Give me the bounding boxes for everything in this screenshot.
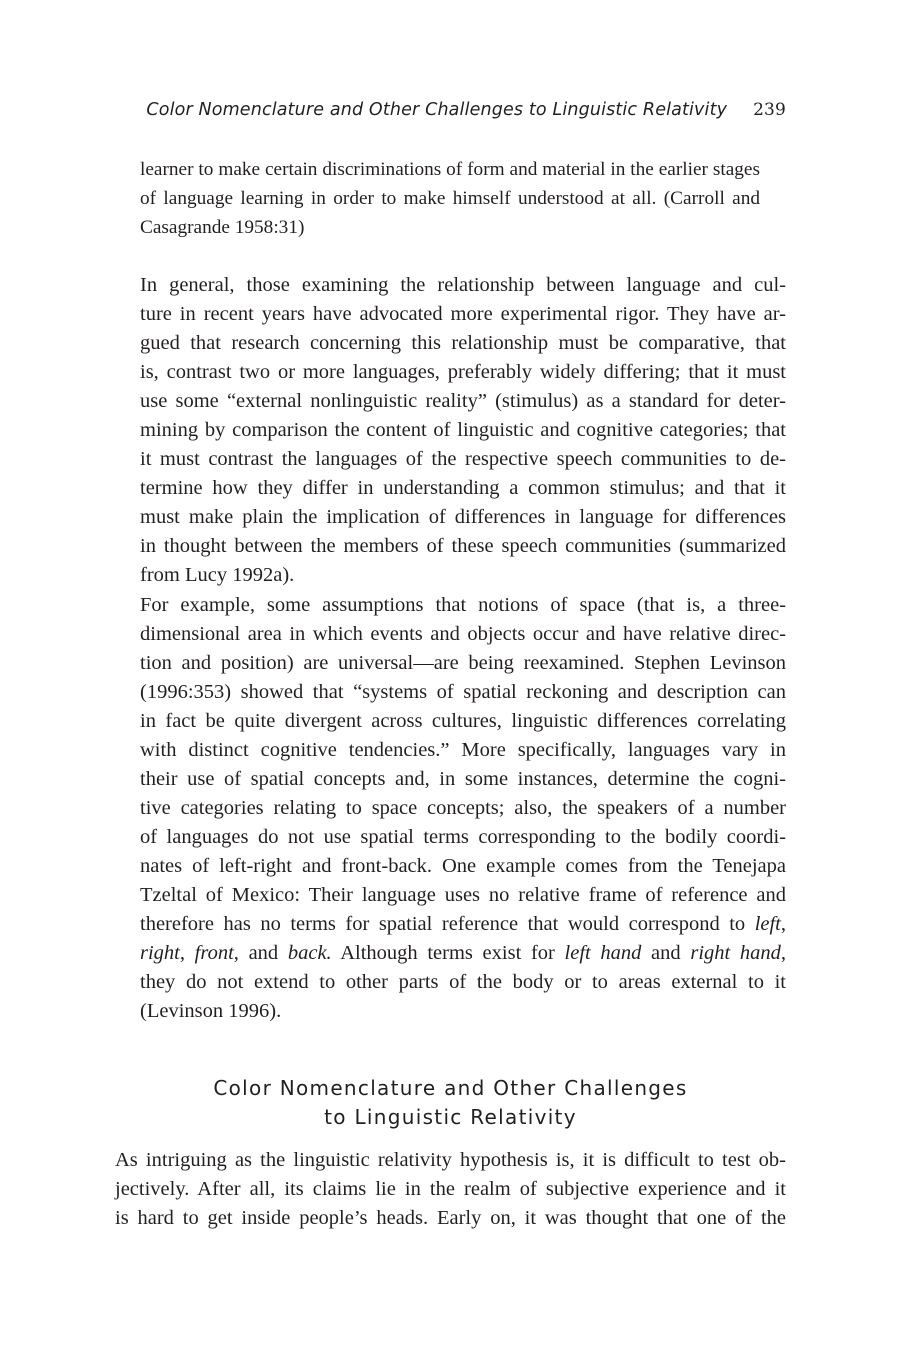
text-line: termine how they differ in understanding a common stimulus; and that it	[140, 477, 786, 500]
text-line: from Lucy 1992a).	[140, 564, 295, 587]
text-line: mining by comparison the content of linguistic and cognitive categories; that	[140, 419, 786, 442]
text-line: is, contrast two or more languages, preferably widely differing; that it must	[140, 361, 786, 384]
text-line: ture in recent years have advocated more experimental rigor. They have ar-	[140, 303, 786, 326]
paragraph	[115, 1146, 786, 1233]
italic-term: right hand	[690, 942, 781, 965]
paragraph	[115, 591, 786, 1027]
text-run: ,	[179, 942, 195, 965]
text-line: (1996:353) showed that “systems of spatial reckoning and description can	[140, 680, 786, 703]
page-number: 239	[753, 100, 786, 120]
text-line: must make plain the implication of differences in language for differences	[140, 506, 786, 529]
text-line: As intriguing as the linguistic relativity hypothesis is, it is difficult to test ob-	[115, 1149, 786, 1171]
italic-term: back.	[287, 942, 332, 965]
text-line: tive categories relating to space concepts; also, the speakers of a number	[140, 796, 786, 819]
text-line: jectively. After all, its claims lie in the realm of subjective experience and it	[115, 1178, 786, 1201]
text-line: In general, those examining the relationship between language and cul-	[140, 274, 786, 296]
section-heading-line: to Linguistic Relativity	[324, 1105, 577, 1129]
text-line: dimensional area in which events and objects occur and have relative direc-	[140, 622, 786, 645]
text-line: Tzeltal of Mexico: Their language uses no relative frame of reference and	[140, 883, 786, 906]
text-run: and	[641, 942, 691, 965]
body-text	[115, 271, 786, 1026]
text-line: in fact be quite divergent across cultures, linguistic differences correlating	[140, 709, 786, 732]
italic-term: left	[754, 913, 781, 936]
text-line: in thought between the members of these speech communities (summarized	[140, 535, 786, 558]
italic-term: front	[194, 942, 234, 965]
paragraph	[115, 271, 786, 591]
running-head-title: Color Nomenclature and Other Challenges to Linguistic Relativity	[146, 100, 728, 120]
text-run: ,	[780, 913, 786, 936]
text-run: , and	[233, 942, 288, 965]
text-run: Although terms exist for	[331, 942, 565, 965]
text-run: ,	[780, 942, 787, 965]
running-head	[115, 98, 786, 122]
text-run: therefore has no terms for spatial reference that would correspond to	[140, 913, 755, 936]
italic-term: left hand	[564, 942, 642, 965]
text-line: they do not extend to other parts of the body or to areas external to it	[140, 971, 786, 994]
text-line: nates of left-right and front-back. One example comes from the Tenejapa	[140, 854, 786, 877]
text-line	[115, 910, 786, 939]
text-line: their use of spatial concepts and, in some instances, determine the cogni-	[140, 767, 786, 790]
section-heading-line: Color Nomenclature and Other Challenges	[213, 1076, 688, 1100]
text-line: is hard to get inside people’s heads. Early on, it was thought that one of the	[115, 1207, 786, 1230]
text-line: (Levinson 1996).	[140, 1000, 282, 1023]
text-line: tion and position) are universal—are being reexamined. Stephen Levinson	[140, 651, 786, 674]
text-line	[115, 939, 786, 968]
text-line: it must contrast the languages of the respective speech communities to de-	[140, 448, 786, 471]
text-line: with distinct cognitive tendencies.” More specifically, languages vary in	[140, 738, 786, 761]
block-quote: learner to make certain discriminations of form and material in the earlier stages of language learning in order to make himself understood at all. (Carroll and Casagrande 1958:31)	[140, 159, 760, 238]
text-line: use some “external nonlinguistic reality” (stimulus) as a standard for deter-	[140, 390, 786, 413]
text-line: gued that research concerning this relationship must be comparative, that	[140, 332, 786, 355]
text-line: of languages do not use spatial terms corresponding to the bodily coordi-	[140, 825, 786, 848]
section-heading	[115, 1074, 786, 1132]
italic-term: right	[140, 942, 180, 965]
text-line: For example, some assumptions that notions of space (that is, a three-	[140, 593, 786, 616]
